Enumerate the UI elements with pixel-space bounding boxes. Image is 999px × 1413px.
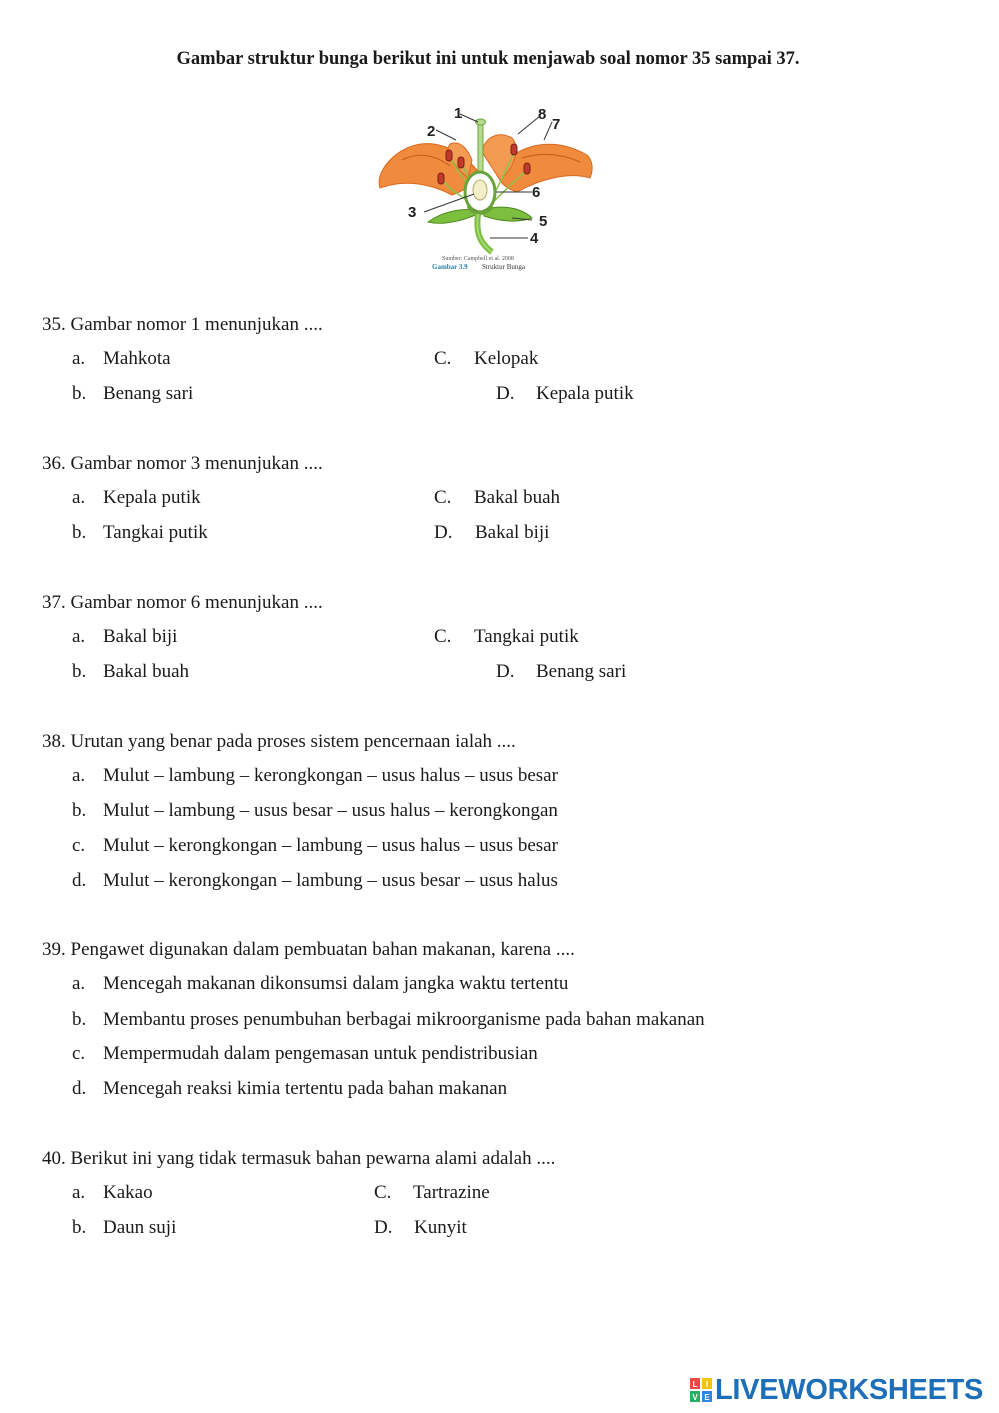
- svg-text:L: L: [692, 1380, 698, 1389]
- figure-number-5: 5: [539, 213, 548, 230]
- option-label: a.: [72, 487, 86, 508]
- svg-text:E: E: [704, 1393, 710, 1402]
- question-40-stem: 40. Berikut ini yang tidak termasuk bahan pewarna alami adalah ....: [42, 1148, 556, 1169]
- figure-number-4: 4: [530, 230, 539, 247]
- option-label: a.: [72, 973, 86, 994]
- option-text: Kakao: [103, 1182, 153, 1203]
- option-label: b.: [72, 1217, 87, 1238]
- option-text: Benang sari: [536, 661, 627, 682]
- option-text: Tangkai putik: [474, 626, 579, 647]
- question-39-option-d[interactable]: [72, 1078, 507, 1100]
- svg-text:I: I: [705, 1380, 709, 1389]
- option-label: c.: [72, 835, 86, 856]
- question-36-option-b[interactable]: [72, 522, 208, 544]
- option-label: b.: [72, 800, 87, 821]
- figure-caption-text: Struktur Bunga: [482, 263, 525, 271]
- question-39-option-a[interactable]: [72, 973, 568, 995]
- question-36-stem: 36. Gambar nomor 3 menunjukan ....: [42, 453, 323, 474]
- question-38-option-a[interactable]: [72, 765, 558, 787]
- option-text: Kelopak: [474, 348, 539, 369]
- question-35-option-b[interactable]: [72, 383, 193, 405]
- question-35-stem: 35. Gambar nomor 1 menunjukan ....: [42, 314, 323, 335]
- question-36-option-c[interactable]: [434, 487, 560, 509]
- option-text: Mempermudah dalam pengemasan untuk pendistribusian: [103, 1043, 538, 1064]
- option-label: D.: [496, 383, 515, 404]
- question-38-option-b[interactable]: [72, 800, 558, 822]
- page-title: Gambar struktur bunga berikut ini untuk menjawab soal nomor 35 sampai 37.: [176, 49, 800, 69]
- question-35-option-d[interactable]: [496, 383, 634, 405]
- question-37-option-a[interactable]: [72, 626, 177, 648]
- option-text: Kepala putik: [536, 383, 634, 404]
- option-text: Kunyit: [414, 1217, 467, 1238]
- option-text: Tartrazine: [413, 1182, 490, 1203]
- option-label: a.: [72, 626, 86, 647]
- question-37-option-d[interactable]: [496, 661, 626, 683]
- option-label: C.: [434, 626, 452, 647]
- option-text: Bakal buah: [103, 661, 190, 682]
- question-35-option-c[interactable]: [434, 348, 538, 370]
- option-label: d.: [72, 870, 87, 891]
- option-label: b.: [72, 522, 87, 543]
- question-38-option-c[interactable]: [72, 835, 558, 857]
- option-text: Benang sari: [103, 383, 194, 404]
- option-label: d.: [72, 1078, 87, 1099]
- option-text: Tangkai putik: [103, 522, 208, 543]
- question-40-option-a[interactable]: [72, 1182, 153, 1204]
- option-label: b.: [72, 383, 87, 404]
- option-text: Bakal buah: [474, 487, 561, 508]
- option-text: Daun suji: [103, 1217, 177, 1238]
- option-text: Mulut – lambung – usus besar – usus halus – kerongkongan: [103, 800, 558, 821]
- question-39-option-c[interactable]: [72, 1043, 538, 1065]
- option-text: Bakal biji: [475, 522, 550, 543]
- figure-number-2: 2: [427, 123, 436, 140]
- question-39-option-b[interactable]: [72, 1009, 705, 1031]
- option-text: Mulut – lambung – kerongkongan – usus halus – usus besar: [103, 765, 558, 786]
- question-38-stem: 38. Urutan yang benar pada proses sistem pencernaan ialah ....: [42, 731, 516, 752]
- liveworksheets-logo-icon: [690, 1378, 712, 1402]
- figure-number-7: 7: [552, 116, 561, 133]
- figure-number-3: 3: [408, 204, 417, 221]
- option-text: Membantu proses penumbuhan berbagai mikroorganisme pada bahan makanan: [103, 1009, 705, 1030]
- option-label: C.: [434, 348, 452, 369]
- question-40-option-d[interactable]: [374, 1217, 467, 1239]
- figure-number-1: 1: [454, 105, 463, 122]
- figure-caption-label: Gambar 3.9: [432, 263, 468, 271]
- option-text: Mulut – kerongkongan – lambung – usus besar – usus halus: [103, 870, 558, 891]
- option-label: C.: [434, 487, 452, 508]
- svg-text:V: V: [692, 1393, 698, 1402]
- option-label: D.: [374, 1217, 393, 1238]
- option-text: Mencegah makanan dikonsumsi dalam jangka waktu tertentu: [103, 973, 569, 994]
- option-label: a.: [72, 348, 86, 369]
- figure-number-8: 8: [538, 106, 547, 123]
- option-text: Mencegah reaksi kimia tertentu pada bahan makanan: [103, 1078, 508, 1099]
- option-label: C.: [374, 1182, 392, 1203]
- question-36-option-a[interactable]: [72, 487, 201, 509]
- question-37-stem: 37. Gambar nomor 6 menunjukan ....: [42, 592, 323, 613]
- liveworksheets-logo[interactable]: [690, 1374, 983, 1406]
- option-label: b.: [72, 661, 87, 682]
- question-35-option-a[interactable]: [72, 348, 171, 370]
- option-label: D.: [434, 522, 453, 543]
- figure-number-6: 6: [532, 184, 541, 201]
- question-36-option-d[interactable]: [434, 522, 549, 544]
- question-39-stem: 39. Pengawet digunakan dalam pembuatan bahan makanan, karena ....: [42, 939, 575, 960]
- question-37-option-b[interactable]: [72, 661, 189, 683]
- option-label: c.: [72, 1043, 86, 1064]
- question-38-option-d[interactable]: [72, 870, 558, 892]
- option-label: a.: [72, 1182, 86, 1203]
- question-40-option-b[interactable]: [72, 1217, 176, 1239]
- option-label: a.: [72, 765, 86, 786]
- option-text: Kepala putik: [103, 487, 201, 508]
- option-text: Bakal biji: [103, 626, 178, 647]
- flower-structure-figure: [372, 100, 602, 278]
- option-text: Mulut – kerongkongan – lambung – usus halus – usus besar: [103, 835, 558, 856]
- flower-illustration: [379, 114, 592, 252]
- question-37-option-c[interactable]: [434, 626, 579, 648]
- figure-source: Sumber: Campbell et al. 2008: [442, 256, 514, 262]
- option-label: b.: [72, 1009, 87, 1030]
- liveworksheets-logo-text: LIVEWORKSHEETS: [715, 1373, 984, 1406]
- question-40-option-c[interactable]: [374, 1182, 490, 1204]
- option-text: Mahkota: [103, 348, 171, 369]
- option-label: D.: [496, 661, 515, 682]
